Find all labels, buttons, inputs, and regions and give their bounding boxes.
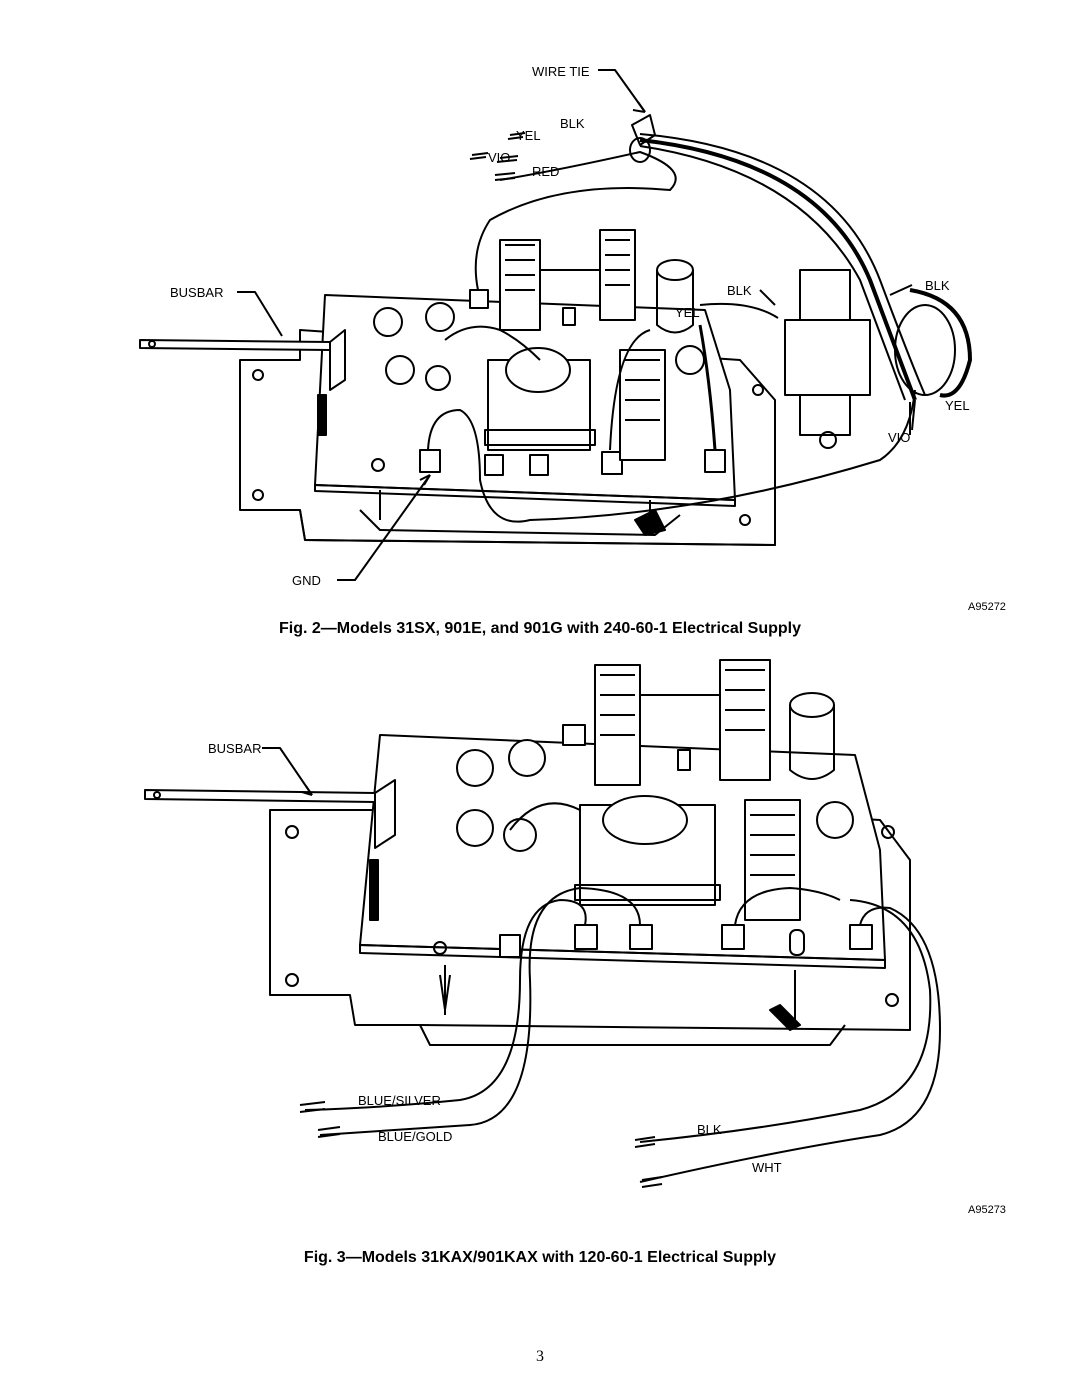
label-busbar: BUSBAR [208, 741, 262, 756]
label-yel-top: YEL [516, 128, 541, 143]
label-vio-right: VIO [888, 430, 911, 445]
label-gnd: GND [292, 573, 321, 588]
heat-sink-right [720, 660, 770, 780]
label-wht: WHT [752, 1160, 782, 1175]
figure-3 [0, 650, 1080, 1220]
heat-sink-right [600, 230, 635, 320]
figure-2-code: A95272 [968, 601, 1006, 613]
figure-3-code: A95273 [968, 1204, 1006, 1216]
label-wire-tie: WIRE TIE [532, 64, 590, 79]
label-yel-mid: YEL [675, 305, 700, 320]
figure-3-diagram [0, 650, 1080, 1220]
figure-3-caption: Fig. 3—Models 31KAX/901KAX with 120-60-1 Electrical Supply [303, 1249, 777, 1266]
label-vio-top: VIO [488, 150, 511, 165]
heat-sink-left [595, 665, 640, 785]
figure-2-caption: Fig. 2—Models 31SX, 901E, and 901G with 240-60-1 Electrical Supply [279, 620, 801, 637]
busbar [140, 340, 330, 350]
page-number: 3 [536, 1348, 544, 1365]
label-red: RED [532, 164, 560, 179]
figure-2 [0, 40, 1080, 640]
label-busbar: BUSBAR [170, 285, 224, 300]
label-blue-silver: BLUE/SILVER [358, 1093, 441, 1108]
base-lip [240, 510, 775, 545]
label-yel-right: YEL [945, 398, 970, 413]
label-blk-mid: BLK [727, 283, 752, 298]
label-blk: BLK [697, 1122, 722, 1137]
label-blue-gold: BLUE/GOLD [378, 1129, 453, 1144]
busbar [145, 790, 375, 802]
label-blk-right: BLK [925, 278, 950, 293]
figure-2-diagram [0, 40, 1080, 640]
heat-sink-left [500, 240, 540, 330]
label-blk-top: BLK [560, 116, 585, 131]
